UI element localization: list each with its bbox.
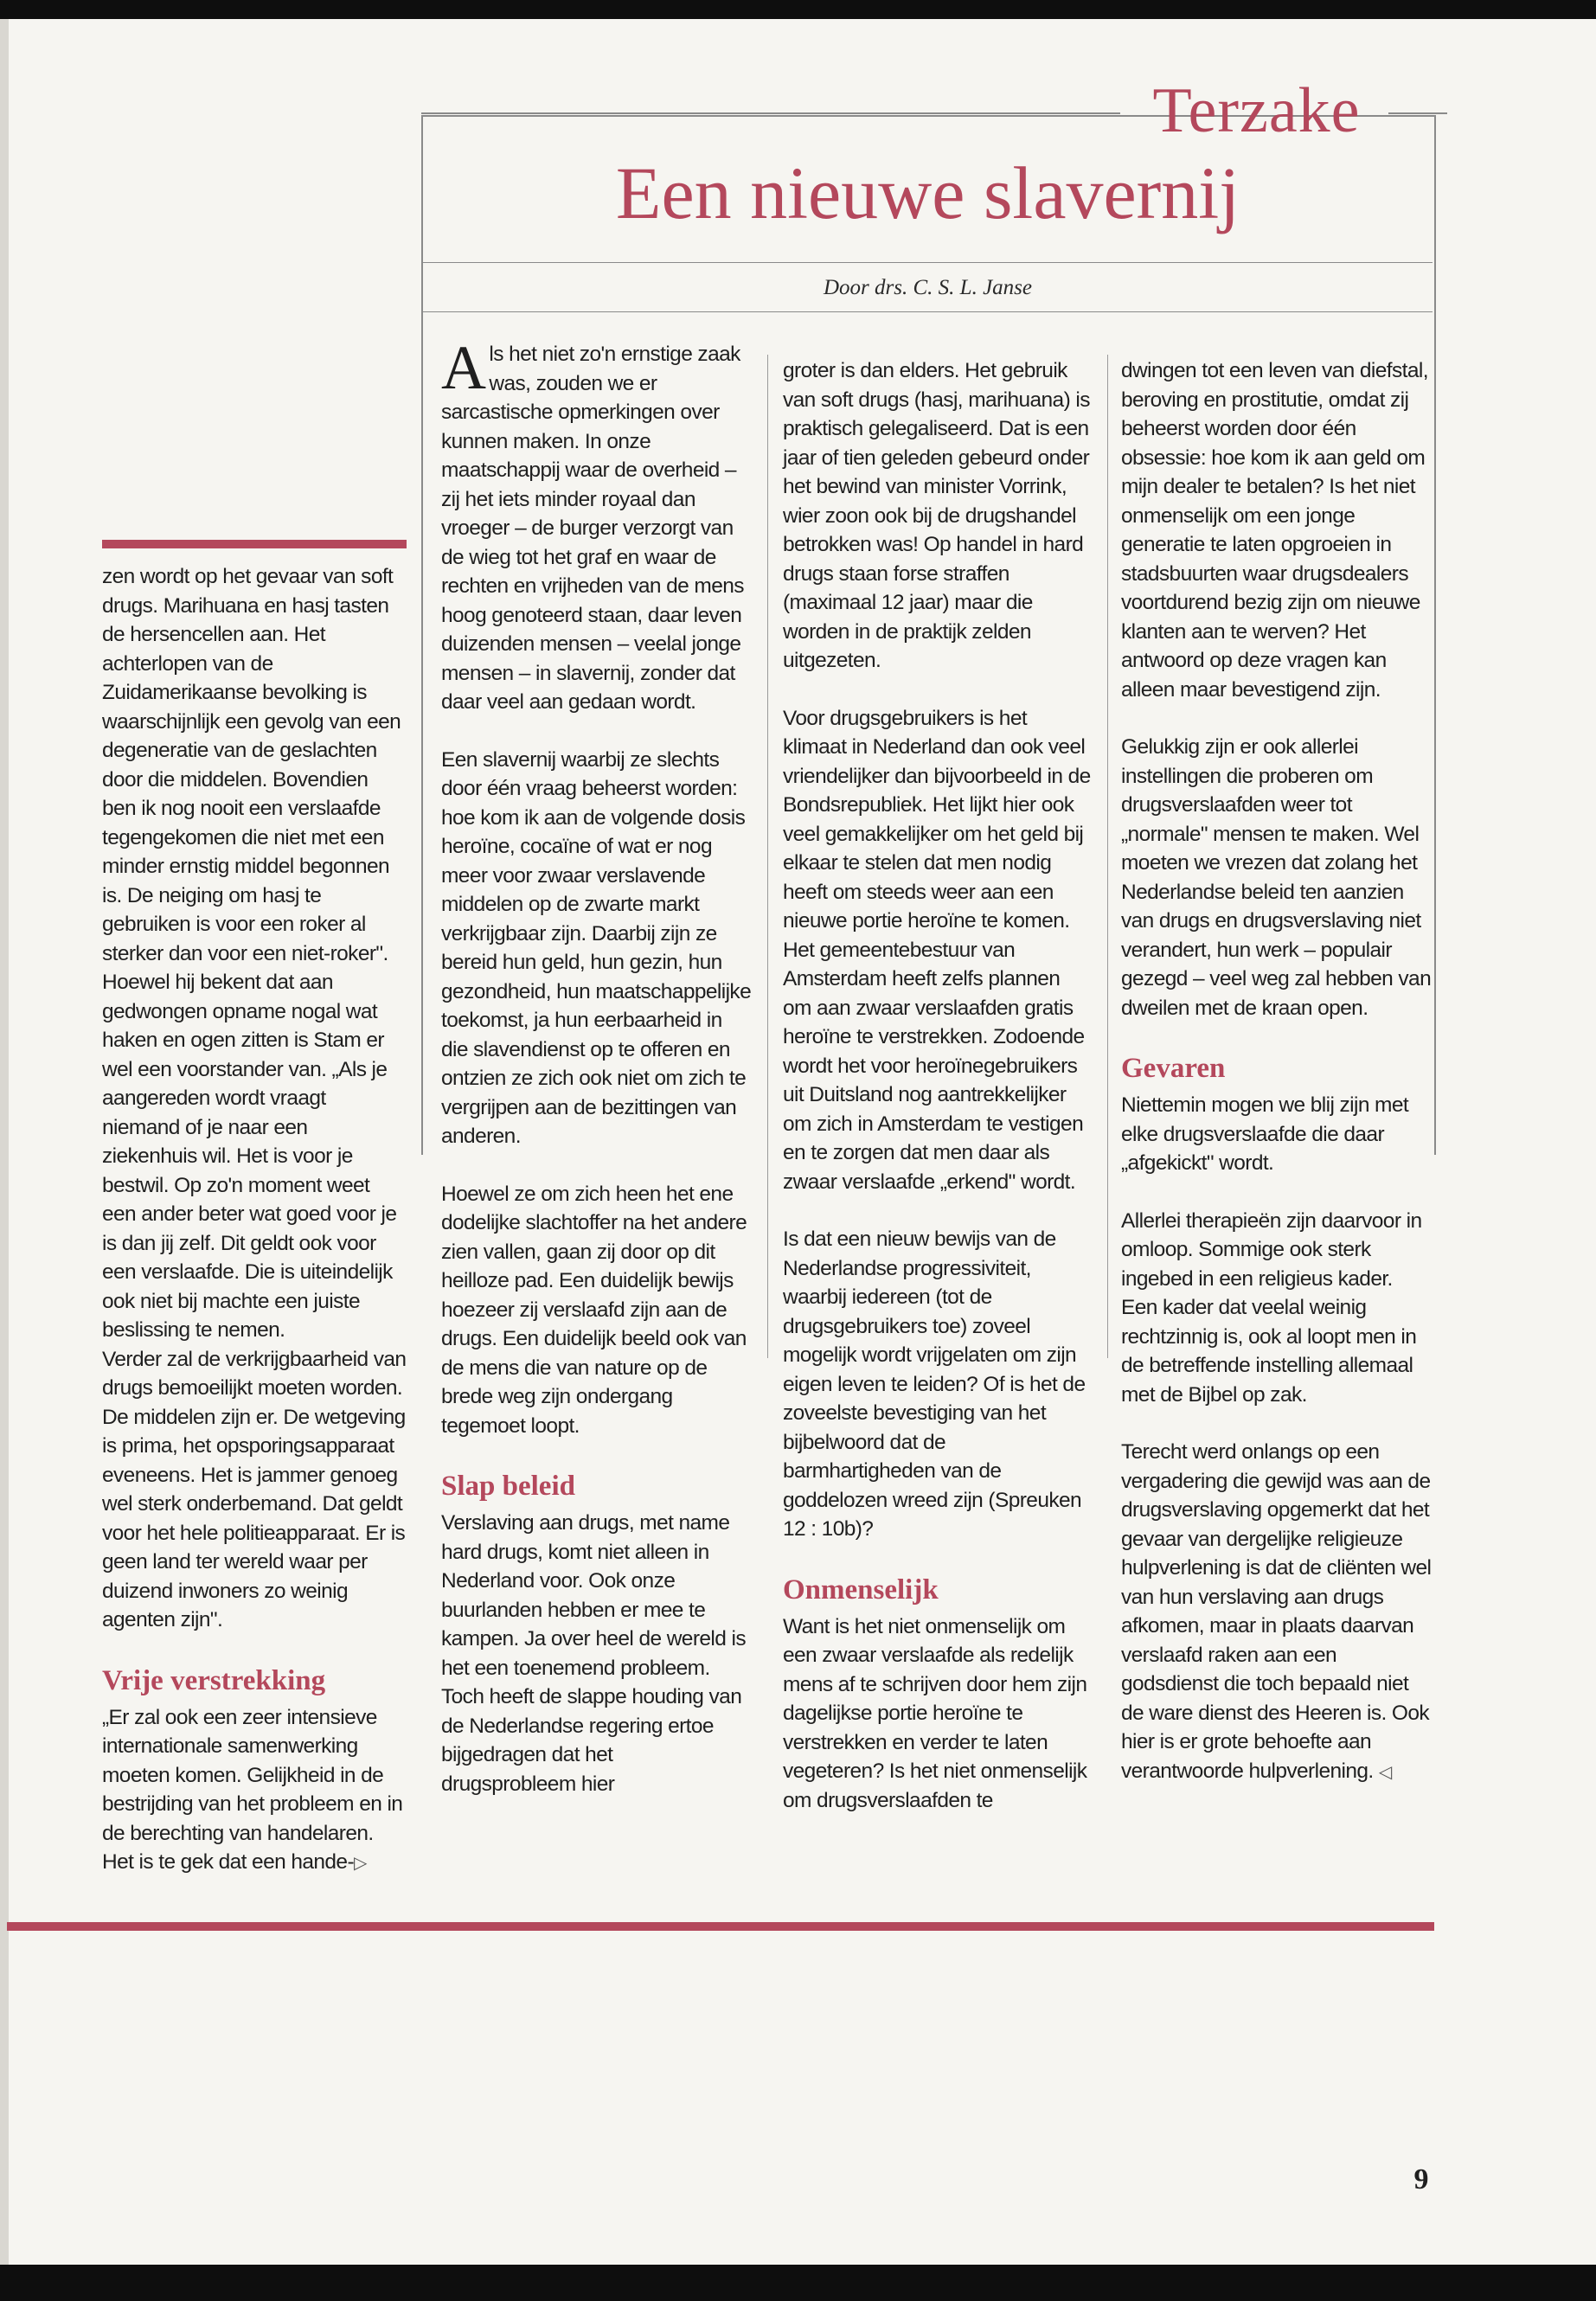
paragraph: Want is het niet onmenselijk om een zwaar verslaafde als redelijk mens af te schrijven door hem zijn dagelijkse portie heroïne te verstrekken en verder te laten vegeteren? Is het niet onmenselijk om drugsverslaafden te: [783, 1614, 1087, 1812]
drop-cap: A: [441, 333, 486, 402]
triangle-right-icon: ▷: [354, 1854, 367, 1873]
subheading-onmenselijk: Onmenselijk: [783, 1574, 939, 1606]
column-d: [1121, 356, 1433, 1787]
subheading-vrije-verstrekking: Vrije verstrekking: [102, 1664, 326, 1696]
paragraph: dwingen tot een leven van diefstal, beroving en prostitutie, omdat zij beheerst worden door één obsessie: hoe kom ik aan geld om mijn dealer te betalen? Is het niet onmenselijk om een jonge generatie te laten opgroeien in stadsbuurten waar drugsdealers voortdurend bezig zijn om nieuwe klanten aan te werven? Het antwoord op deze vragen kan alleen maar bevestigend zijn.: [1121, 359, 1428, 702]
paragraph: [441, 333, 753, 717]
paragraph: Verslaving aan drugs, met name hard drugs, komt niet alleen in Nederland voor. Ook onze buurlanden hebben er mee te kampen. Ja over heel de wereld is het een toenemend probleem. Toch heeft de slappe houding van de Nederlandse regering ertoe bijgedragen dat het drugsprobleem hier: [441, 1511, 746, 1796]
paragraph: Een slavernij waarbij ze slechts door één vraag beheerst worden: hoe kom ik aan de volgende dosis heroïne, cocaïne of wat er nog meer voor zwaar verslavende middelen op de zwarte markt verkrijgbaar zijn. Daarbij zijn ze bereid hun geld, hun gezin, hun gezondheid, hun maatschappelijke toekomst, ja hun eerbaarheid in die slavendienst op te offeren en ontzien ze zich ook niet om zich te vergrijpen aan de bezittingen van anderen.: [441, 747, 752, 1148]
paragraph: Allerlei therapieën zijn daarvoor in omloop. Sommige ook sterk ingebed in een religieus kader. Een kader dat veelal weinig rechtzinnig is, ook al loopt men in de betreffende instelling allemaal met de Bijbel op zak.: [1121, 1208, 1422, 1407]
column-separator: [1107, 355, 1108, 1358]
paragraph-text: ls het niet zo'n ernstige zaak was, zouden we er sarcastische opmerkingen over kunnen maken. In onze maatschappij waar de overheid – zij het iets minder royaal dan vroeger – de burger verzorgt van de wieg tot het graf en waar de rechten en vrijheden van de mens hoog genoteerd staan, daar leven duizenden mensen – veelal jonge mensen – in slavernij, zonder dat daar veel aan gedaan wordt.: [441, 343, 744, 714]
article-byline: Door drs. C. S. L. Janse: [824, 276, 1032, 299]
scan-top-border: [0, 0, 1596, 19]
page-number: 9: [1413, 2163, 1429, 2195]
paragraph: Hoewel ze om zich heen het ene dodelijke slachtoffer na het andere zien vallen, gaan zij door op dit heilloze pad. Een duidelijk bewijs hoezeer zij verslaafd zijn aan de drugs. Een duidelijk beeld ook van de mens die van nature op de brede weg zijn ondergang tegemoet loopt.: [441, 1182, 747, 1438]
scan-bottom-border: [0, 2265, 1596, 2301]
paragraph: Niettemin mogen we blij zijn met elke drugsverslaafde die daar „afgekickt" wordt.: [1121, 1093, 1409, 1175]
paragraph: zen wordt op het gevaar van soft drugs. Marihuana en hasj tasten de hersencellen aan. Het achterlopen van de Zuidamerikaanse bevolking is waarschijnlijk een gevolg van een degeneratie van de geslachten door die middelen. Bovendien ben ik nog nooit een verslaafde tegengekomen die niet met een minder ernstig middel begonnen is. De neiging om hasj te gebruiken is voor een roker al sterker dan voor een niet-roker".: [102, 565, 401, 965]
paragraph-text: Terecht werd onlangs op een vergadering die gewijd was aan de drugsverslaving opgemerkt dat het gevaar van dergelijke religieuze hulpverlening is dat de cliënten wel van hun verslaving aan drugs afkomen, maar in plaats daarvan verslaafd raken aan een godsdienst die toch bepaald niet de ware dienst des Heeren is. Ook hier is er grote behoefte aan verantwoorde hulpverlening.: [1121, 1440, 1432, 1783]
section-rule-left: [421, 112, 1120, 114]
paragraph: [102, 1703, 407, 1879]
subheading-gevaren: Gevaren: [1121, 1053, 1226, 1084]
triangle-left-icon: ◁: [1378, 1762, 1392, 1782]
paragraph: groter is dan elders. Het gebruik van soft drugs (hasj, marihuana) is praktisch gelegaliseerd. Dat is een jaar of tien geleden gebeurd onder het bewind van minister Vorrink, wier zoon ook bij de drugshandel betrokken was! Op handel in hard drugs staan forse straffen (maximaal 12 jaar) maar die worden in de praktijk zelden uitgezeten.: [783, 359, 1090, 672]
paragraph: Voor drugsgebruikers is het klimaat in Nederland dan ook veel vriendelijker dan bijvoorbeeld in de Bondsrepubliek. Het lijkt hier ook veel gemakkelijker om het geld bij elkaar te stelen dat men nodig heeft om steeds weer aan een nieuwe portie heroïne te komen. Het gemeentebestuur van Amsterdam heeft zelfs plannen om aan zwaar verslaafden gratis heroïne te verstrekken. Zodoende wordt het voor heroïnegebruikers uit Duitsland nog aantrekkelijker om zich in Amsterdam te vestigen en te zorgen dat men daar als zwaar verslaafde „erkend" wordt.: [783, 706, 1091, 1194]
section-rule-right: [1388, 112, 1447, 114]
column-c: [783, 356, 1093, 1815]
paragraph: Hoewel hij bekent dat aan gedwongen opname nogal wat haken en ogen zitten is Stam er wel een voorstander van. „Als je aangereden wordt vraagt niemand of je naar een ziekenhuis wil. Het is voor je bestwil. Op zo'n moment weet een ander beter wat goed voor je is dan jij zelf. Dit geldt ook voor een verslaafde. Die is uiteindelijk ook niet bij machte een juiste beslissing te nemen.: [102, 971, 397, 1342]
paragraph-text: „Er zal ook een zeer intensieve internationale samenwerking moeten komen. Gelijkheid in de bestrijding van het probleem en in de berechting van handelaren. Het is te gek dat een hande-: [102, 1705, 403, 1874]
paragraph: Gelukkig zijn er ook allerlei instellingen die proberen om drugsverslaafden weer tot „normale" mensen te maken. Wel moeten we vrezen dat zolang het Nederlandse beleid ten aanzien van drugs en drugsverslaving niet verandert, hun werk – populair gezegd – veel weg zal hebben van dweilen met de kraan open.: [1121, 735, 1432, 1020]
section-label: Terzake: [1152, 75, 1361, 146]
paragraph: [1121, 1438, 1433, 1787]
subheading-slap-beleid: Slap beleid: [441, 1471, 575, 1502]
column-b: [441, 333, 753, 1798]
column-a-top-rule: [102, 540, 407, 548]
paragraph: Is dat een nieuw bewijs van de Nederlandse progressiviteit, waarbij iedereen (tot de drugsgebruikers toe) zoveel mogelijk wordt vrijgelaten om zijn eigen leven te leiden? Of is het de zoveelste bevestiging van het bijbelwoord dat de barmhartigheden van de goddelozen wreed zijn (Spreuken 12 : 10b)?: [783, 1227, 1086, 1541]
paragraph: Verder zal de verkrijgbaarheid van drugs bemoeilijkt moeten worden. De middelen zijn er. De wetgeving is prima, het opsporingsapparaat eveneens. Het is jammer genoeg wel sterk onderbemand. Dat geldt voor het hele politieapparaat. Er is geen land ter wereld waar per duizend inwoners zo weinig agenten zijn".: [102, 1347, 407, 1631]
byline-rule-top: [421, 262, 1433, 263]
article-headline: Een nieuwe slavernij: [615, 151, 1240, 234]
column-a: [102, 562, 407, 1879]
page-bottom-rule: [7, 1922, 1434, 1931]
byline-rule-bottom: [421, 311, 1433, 312]
column-separator: [767, 355, 768, 1358]
